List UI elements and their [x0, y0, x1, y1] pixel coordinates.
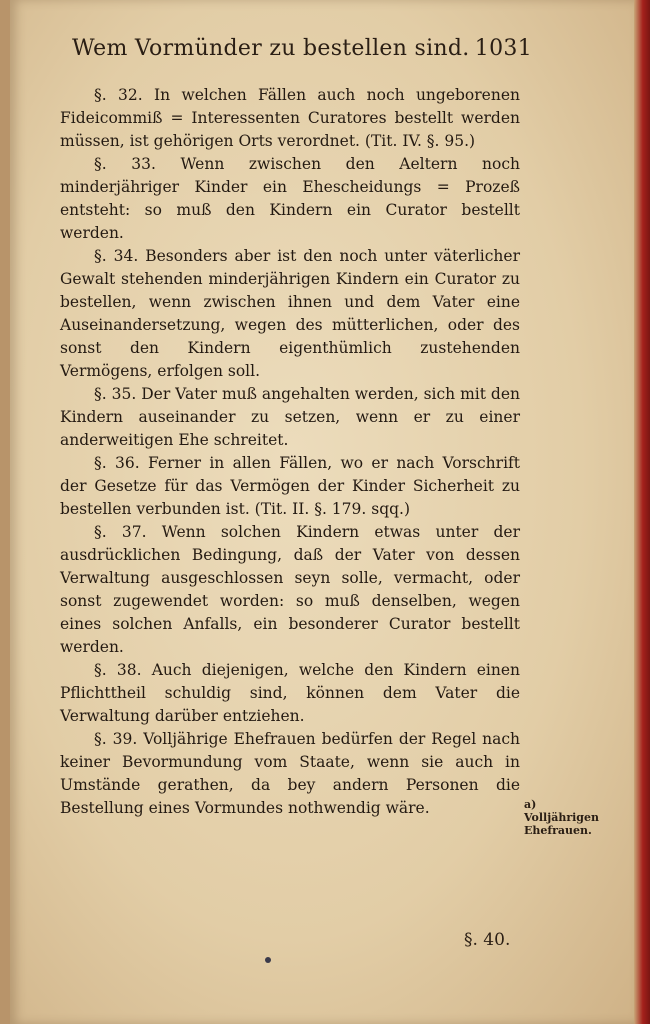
paragraph-35: §. 35. Der Vater muß angehalten werden, sich mit den Kindern auseinander zu setzen, wenn er zu einer anderweitigen Ehe schreitet.: [60, 385, 520, 449]
running-title: Wem Vormünder zu bestellen sind.: [72, 36, 470, 61]
paragraph-32: §. 32. In welchen Fällen auch noch ungeborenen Fideicommiß = Interessenten Curatores bestellt werden müssen, ist gehörigen Orts verordnet. (Tit. IV. §. 95.): [60, 86, 520, 150]
book-page: [10, 0, 634, 1024]
paragraph-38: §. 38. Auch diejenigen, welche den Kindern einen Pflichttheil schuldig sind, können dem Vater die Verwaltung darüber entziehen.: [60, 661, 520, 725]
page-edge: [634, 0, 650, 1024]
paragraph-37: §. 37. Wenn solchen Kindern etwas unter der ausdrücklichen Bedingung, daß der Vater von dessen Verwaltung ausgeschlossen seyn solle, vermacht, oder sonst zugewendet worden: so muß denselben, wegen eines solchen Anfalls, ein besonderer Curator bestellt werden.: [60, 523, 520, 656]
ink-spot: [265, 957, 271, 963]
body-text: [60, 84, 520, 820]
paragraph-34: §. 34. Besonders aber ist den noch unter väterlicher Gewalt stehenden minderjährigen Kindern ein Curator zu bestellen, wenn zwischen ihnen und dem Vater eine Auseinandersetzung, wegen des mütterlichen, oder des sonst den Kindern eigenthümlich zustehenden Vermögens, erfolgen soll.: [60, 247, 520, 380]
margin-note: a) Volljährigen Ehefrauen.: [524, 798, 599, 837]
paragraph-33: §. 33. Wenn zwischen den Aeltern noch minderjähriger Kinder ein Ehescheidungs = Prozeß entsteht: so muß den Kindern ein Curator bestellt werden.: [60, 155, 520, 242]
catchword: §. 40.: [464, 930, 511, 950]
paragraph-39: §. 39. Volljährige Ehefrauen bedürfen der Regel nach keiner Bevormundung vom Staate, wenn sie auch in Umstände gerathen, da bey andern Personen die Bestellung eines Vormundes nothwendig wäre.: [60, 730, 520, 817]
paragraph-36: §. 36. Ferner in allen Fällen, wo er nach Vorschrift der Gesetze für das Vermögen der Kinder Sicherheit zu bestellen verbunden ist. (Tit. II. §. 179. sqq.): [60, 454, 520, 518]
page-number: 1031: [474, 36, 532, 61]
page-header: [72, 36, 532, 61]
